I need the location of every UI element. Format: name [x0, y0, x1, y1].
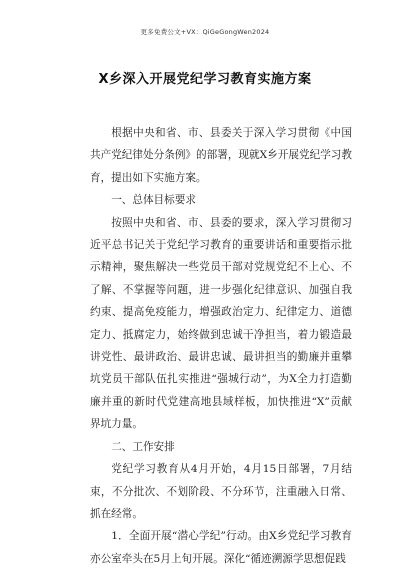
section-heading-2: 二、工作安排 — [111, 440, 175, 453]
section-heading-1: 一、总体目标要求 — [111, 194, 196, 207]
document-title: X乡深入开展党纪学习教育实施方案 — [98, 72, 312, 87]
paragraph-schedule: 党纪学习教育从4月开始，4月15日部署，7月结束，不分批次、不划阶段、不分环节，注重融入日常、抓在经常。 — [90, 463, 352, 520]
paragraph-item-1: 1．全面开展“潜心学纪”行动。由X乡党纪学习教育亦公室牵头在5月上旬开展。深化“循迹溯源学思想促践 — [90, 530, 352, 565]
paragraph-goals: 按照中央和省、市、县委的要求，深入学习贯彻习近平总书记关于党纪学习教育的重要讲话和重要指示批示精神，聚焦解决一些党员干部对党规党纪不上心、不了解、不掌握等问题，进一步强化纪律意识、加强自我约束、提高免疫能力，增强政治定力、纪律定力、道德定力、抵腐定力，始终做到忠诚干净担当，着力锻造最讲党性、最讲政治、最讲忠诚、最讲担当的勤廉并重攀坑党员干部队伍扎实推进“强城行动”，为X全力打造勤廉并重的新时代党建高地县域样板，加快推进“X”贡献界坑力量。 — [90, 216, 352, 431]
header-note: 更多免费公文+VX：QiGeGongWen2024 — [140, 28, 270, 36]
document-body — [90, 122, 352, 570]
paragraph-intro: 根据中央和省、市、县委关于深入学习贯彻《中国共产党纪律处分条例》的部署，现就X乡开展党纪学习教育，提出如下实施方案。 — [90, 127, 352, 184]
